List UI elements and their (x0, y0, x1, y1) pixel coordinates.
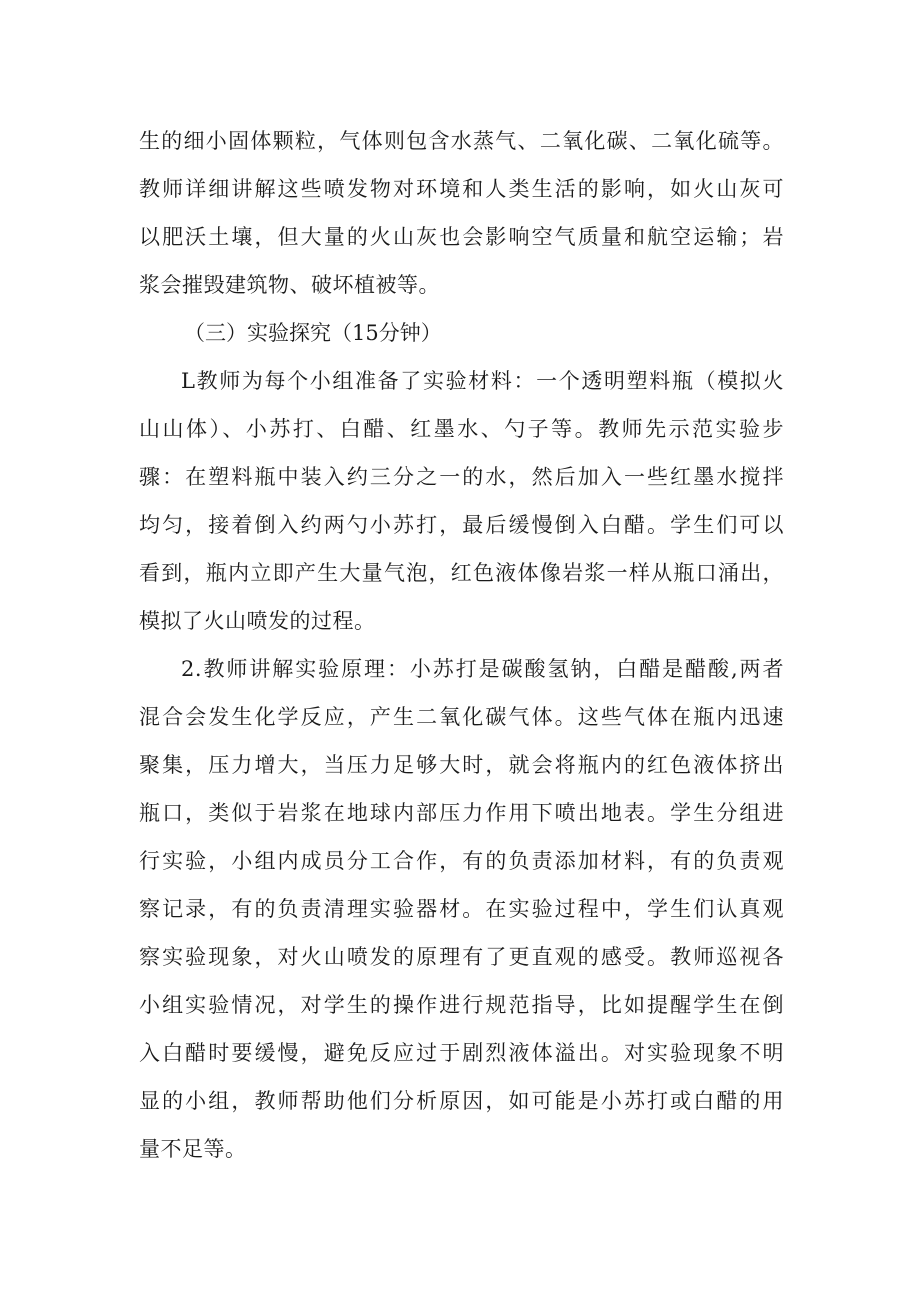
text-line: 生的细小固体颗粒，气体则包含水蒸气、二氧化碳、二氧化硫等。 (139, 129, 784, 153)
text-line: 看到，瓶内立即产生大量气泡，红色液体像岩浆一样从瓶口涌出， (139, 561, 784, 585)
text-line: 显的小组，教师帮助他们分析原因，如可能是小苏打或白醋的用 (139, 1089, 784, 1113)
text-line: 入白醋时要缓慢，避免反应过于剧烈液体溢出。对实验现象不明 (139, 1041, 784, 1065)
text-line: 混合会发生化学反应，产生二氧化碳气体。这些气体在瓶内迅速 (139, 705, 784, 729)
text-line: 行实验，小组内成员分工合作，有的负责添加材料，有的负责观 (139, 849, 784, 873)
text-line: 量不足等。 (139, 1137, 247, 1161)
text-line: 小组实验情况，对学生的操作进行规范指导，比如提醒学生在倒 (139, 993, 784, 1017)
text-line: 察记录，有的负责清理实验器材。在实验过程中，学生们认真观 (139, 897, 784, 921)
text-line: L教师为每个小组准备了实验材料：一个透明塑料瓶（模拟火 (181, 369, 784, 393)
text-line: 察实验现象，对火山喷发的原理有了更直观的感受。教师巡视各 (139, 945, 784, 969)
text-line: 山山体）、小苏打、白醋、红墨水、勺子等。教师先示范实验步 (139, 417, 784, 441)
text-line: 教师详细讲解这些喷发物对环境和人类生活的影响，如火山灰可 (139, 177, 784, 201)
text-line: 模拟了火山喷发的过程。 (139, 609, 376, 633)
text-line: 以肥沃土壤，但大量的火山灰也会影响空气质量和航空运输；岩 (139, 225, 784, 249)
section-heading: （三）实验探究（15分钟） (184, 321, 442, 345)
text-line: 骤：在塑料瓶中装入约三分之一的水，然后加入一些红墨水搅拌 (139, 465, 784, 489)
text-line: 2.教师讲解实验原理：小苏打是碳酸氢钠，白醋是醋酸,两者 (181, 657, 784, 681)
text-line: 均匀，接着倒入约两勺小苏打，最后缓慢倒入白醋。学生们可以 (139, 513, 784, 537)
text-line: 聚集，压力增大，当压力足够大时，就会将瓶内的红色液体挤出 (139, 753, 784, 777)
text-line: 浆会摧毁建筑物、破坏植被等。 (139, 273, 440, 297)
text-line: 瓶口，类似于岩浆在地球内部压力作用下喷出地表。学生分组进 (139, 801, 784, 825)
